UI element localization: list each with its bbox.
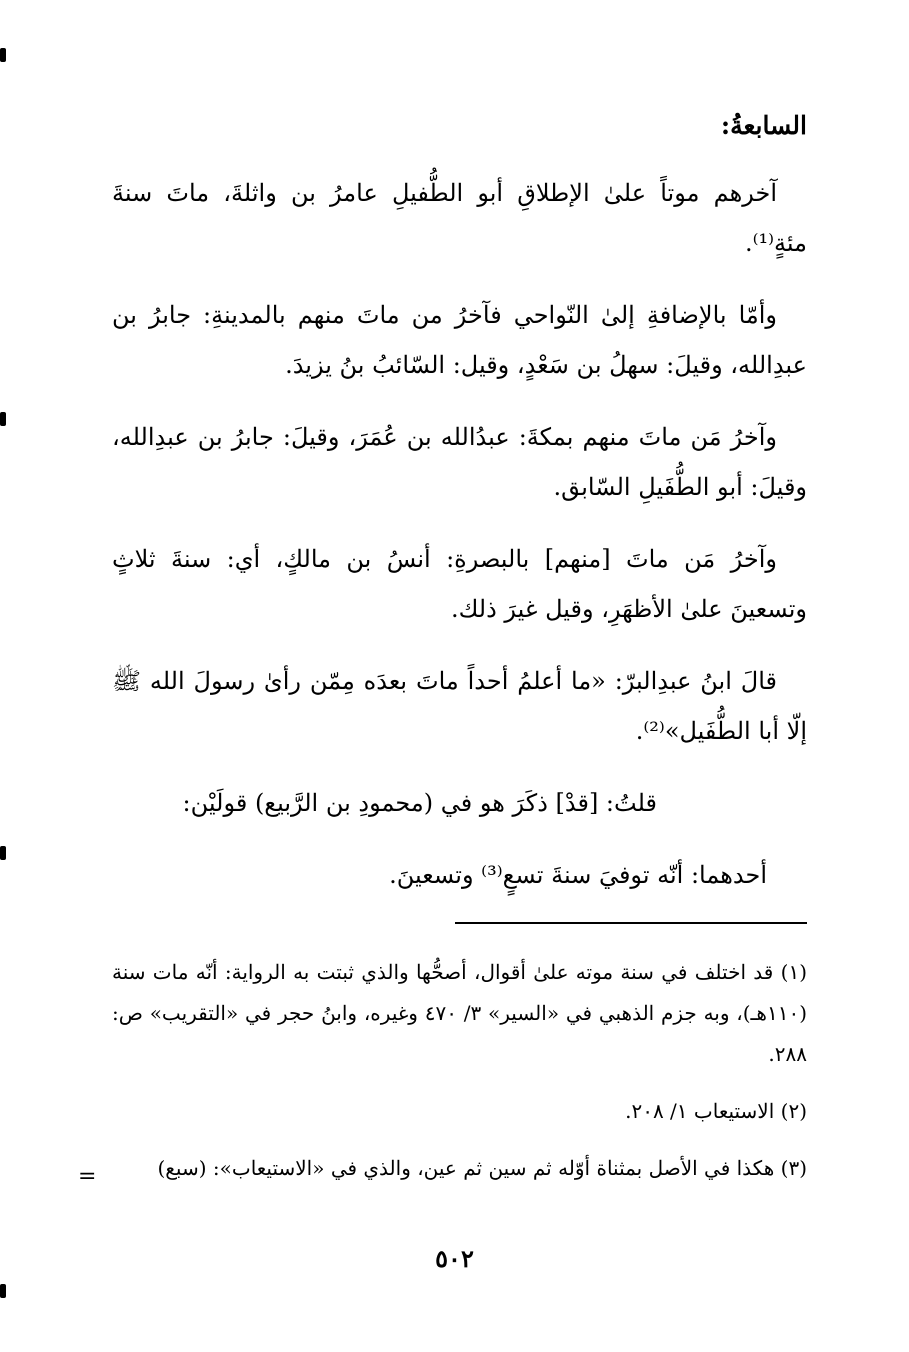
footnote: (٢) الاستيعاب ١/ ٢٠٨.	[625, 1099, 807, 1123]
paragraph: وأمّا بالإضافةِ إلىٰ النّواحي فآخرُ من ماتَ منهم بالمدينةِ: جابرُ بن عبدِالله، وقيلَ: سهلُ بن سَعْدٍ، وقيل: السّائبُ بنُ يزيدَ.	[112, 301, 807, 379]
footnote: (٣) هكذا في الأصل بمثناة أوّله ثم سين ثم عين، والذي في «الاستيعاب»: (سبع)	[157, 1156, 807, 1180]
section-heading: السابعةُ:	[720, 111, 807, 140]
footnote: (١) قد اختلف في سنة موته علىٰ أقوال، أصحُّها والذي ثبتت به الرواية: أنّه مات سنة (١١٠هـ)، وبه جزم الذهبي في «السير» ٣/ ٤٧٠ وغيره، وابنُ حجر في «التقريب» ص: ٢٨٨.	[112, 960, 807, 1066]
scan-mark	[0, 48, 6, 62]
paragraph: قالَ ابنُ عبدِالبرّ: «ما أعلمُ أحداً ماتَ بعدَه مِمّن رأىٰ رسولَ الله ﷺ إلّا أبا الطُّفَيل»⁽²⁾.	[112, 667, 807, 745]
scan-mark	[0, 846, 6, 860]
paragraph: وآخرُ مَن ماتَ منهم بمكةَ: عبدُالله بن عُمَرَ، وقيلَ: جابرُ بن عبدِالله، وقيلَ: أبو الطُّفَيلِ السّابق.	[112, 423, 807, 501]
paragraph: قلتُ: [قدْ] ذكَرَ هو في (محمودِ بن الرَّبيع) قولَيْن:	[182, 789, 657, 817]
footnote-divider	[455, 922, 807, 924]
footnotes	[112, 952, 807, 1205]
continuation-mark: =	[78, 1164, 97, 1189]
paragraph: أحدهما: أنّه توفيَ سنةَ تسعٍ⁽³⁾ وتسعينَ.	[389, 861, 767, 889]
scan-mark	[0, 412, 6, 426]
page-number: ٥٠٢	[435, 1244, 474, 1273]
paragraph: آخرهم موتاً علىٰ الإطلاقِ أبو الطُّفيلِ عامرُ بن واثلةَ، ماتَ سنةَ مئةٍ⁽¹⁾.	[112, 179, 807, 257]
paragraph: وآخرُ مَن ماتَ [منهم] بالبصرةِ: أنسُ بن مالكٍ، أي: سنةَ ثلاثٍ وتسعينَ علىٰ الأظهَرِ، وقيل غيرَ ذلك.	[112, 545, 807, 623]
scan-mark	[0, 1284, 6, 1298]
main-text	[112, 168, 807, 922]
